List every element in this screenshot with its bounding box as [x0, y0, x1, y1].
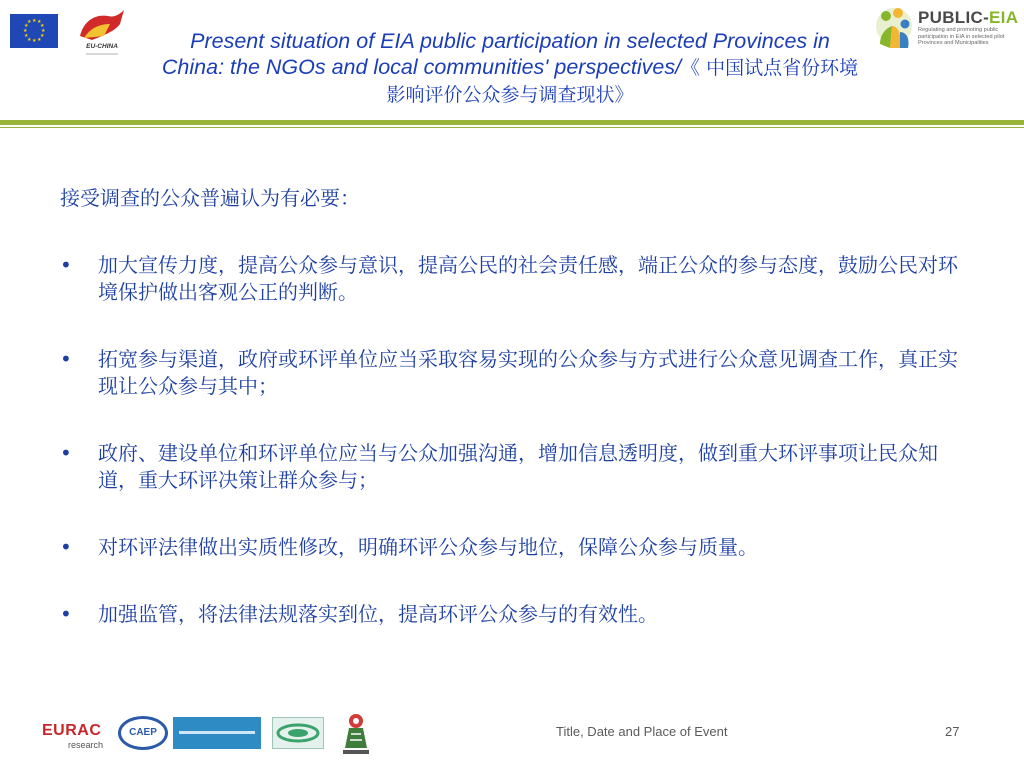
title-chinese: 《 中国试点省份环境影响评价公众参与调查现状》 [386, 57, 859, 106]
svg-text:★: ★ [32, 38, 37, 44]
svg-text:★: ★ [40, 23, 45, 29]
svg-text:★: ★ [37, 37, 42, 43]
bullet-text: 加大宣传力度，提高公众参与意识，提高公民的社会责任感，端正公众的参与态度，鼓励公民对环境保护做出客观公正的判断。 [98, 253, 958, 304]
intro-text: 接受调查的公众普遍认为有必要： [60, 186, 360, 210]
svg-text:★: ★ [32, 18, 37, 24]
bullet-icon: • [60, 602, 72, 626]
caep-logo: CAEP [118, 716, 168, 750]
bullet-text: 拓宽参与渠道，政府或环评单位应当采取容易实现的公众参与方式进行公众意见调查工作，真正实现让公众参与其中； [98, 347, 958, 398]
header-divider-thin [0, 127, 1024, 128]
public-eia-tagline: Regulating and promoting public participation in EIA in selected pilot Provinces and Municipalities [918, 27, 1005, 47]
slide-title [160, 28, 860, 108]
bullet-item [60, 346, 960, 400]
title-english: Present situation of EIA public participation in selected Provinces in China: the NGOs and local communities' perspectives/ [161, 29, 830, 79]
eu-stars-icon [10, 14, 58, 48]
svg-text:★: ★ [23, 28, 28, 34]
svg-text:★: ★ [40, 33, 45, 39]
eu-china-logo [74, 6, 130, 64]
header-divider [0, 120, 1024, 125]
yunnan-institute-logo [173, 717, 261, 749]
svg-text:★: ★ [24, 23, 29, 29]
people-icon [872, 4, 916, 54]
tower-logo [337, 712, 375, 756]
public-eia-wordmark: PUBLIC-EIA [918, 8, 1019, 27]
footer-event-text: Title, Date and Place of Event [556, 724, 728, 739]
bullet-item [60, 601, 960, 628]
svg-text:★: ★ [41, 28, 46, 34]
eu-flag-logo [10, 14, 58, 48]
bullet-item [60, 534, 960, 561]
bullet-icon: • [60, 347, 72, 371]
svg-text:★: ★ [24, 33, 29, 39]
green-org-logo [272, 717, 324, 749]
bullet-item [60, 252, 960, 306]
eurac-logo: EURAC research [42, 722, 104, 750]
svg-text:★: ★ [27, 19, 32, 25]
bullet-list [60, 252, 960, 668]
page-number: 27 [945, 724, 960, 739]
bullet-text: 加强监管，将法律法规落实到位，提高环评公众参与的有效性。 [98, 602, 658, 626]
bullet-text: 政府、建设单位和环评单位应当与公众加强沟通，增加信息透明度，做到重大环评事项让民众知道，重大环评决策让群众参与； [98, 441, 938, 492]
bullet-text: 对环评法律做出实质性修改，明确环评公众参与地位，保障公众参与质量。 [98, 535, 758, 559]
bullet-icon: • [60, 441, 72, 465]
svg-text:★: ★ [37, 19, 42, 25]
bullet-item [60, 440, 960, 494]
svg-text:EU-CHINA: EU-CHINA [86, 43, 118, 50]
bullet-icon: • [60, 253, 72, 277]
bullet-icon: • [60, 535, 72, 559]
svg-text:★: ★ [27, 37, 32, 43]
